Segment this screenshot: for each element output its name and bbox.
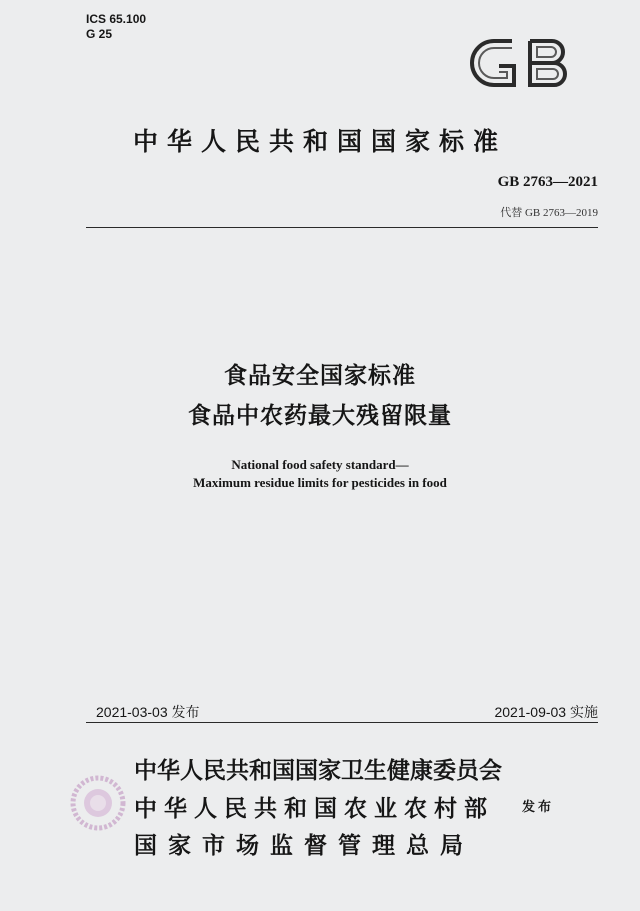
replaces-note: 代替 GB 2763—2019 <box>500 207 598 219</box>
issuer-market-regulation: 国家市场监督管理总局 <box>134 833 474 859</box>
implement-date: 2021-09-03 实施 <box>494 704 598 720</box>
publish-label: 发布 <box>522 800 555 815</box>
cn-title-line2: 食品中农药最大残留限量 <box>188 403 452 429</box>
ics-code: ICS 65.100 <box>86 12 147 26</box>
en-title-line2: Maximum residue limits for pesticides in food <box>193 475 447 490</box>
national-standard-title: 中华人民共和国国家标准 <box>132 127 507 156</box>
issuer-agriculture-ministry: 中华人民共和国农业农村部 <box>134 796 494 822</box>
issuer-health-commission: 中华人民共和国国家卫生健康委员会 <box>134 758 502 784</box>
bottom-divider <box>86 722 598 723</box>
en-title-line1: National food safety standard— <box>231 457 409 472</box>
gb-logo-icon <box>468 28 576 98</box>
standard-number: GB 2763—2021 <box>497 174 598 190</box>
top-divider <box>86 227 598 228</box>
ccs-code: G 25 <box>86 27 113 41</box>
classification-codes <box>86 12 146 42</box>
cn-title-line1: 食品安全国家标准 <box>224 363 416 389</box>
issue-date: 2021-03-03 发布 <box>96 704 200 720</box>
emblem-seal-icon <box>70 775 126 831</box>
